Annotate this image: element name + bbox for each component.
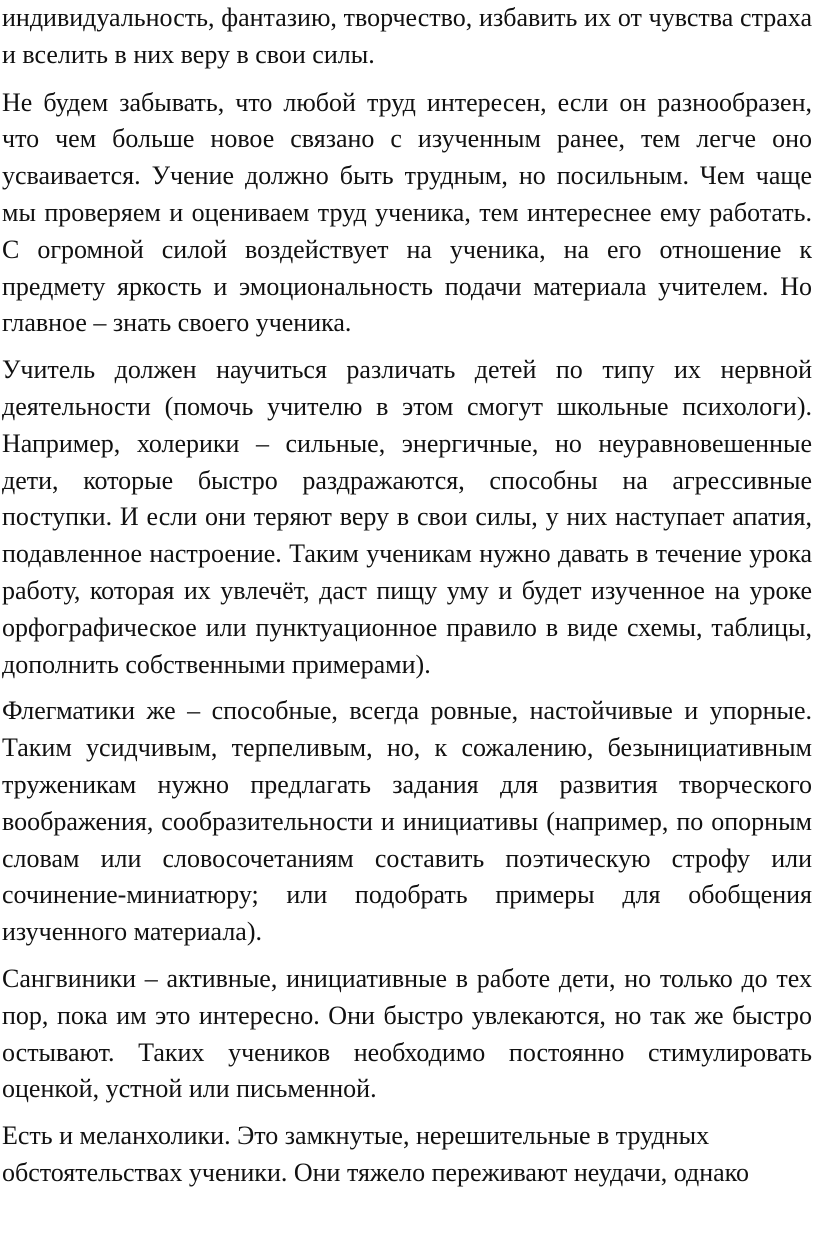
paragraph-intro-continuation: индивидуальность, фантазию, творчество, избавить их от чувства страха и вселить в них веру в свои силы. [2, 3, 812, 69]
paragraph-phlegmatics: Флегматики же – способные, всегда ровные, настойчивые и упорные. Таким усидчивым, терпеливым, но, к сожалению, безынициативным труженикам нужно предлагать задания для развития творческого воображения, сообразительности и инициативы (например, по опорным словам или словосочетаниям составить поэтическую строфу или сочинение-миниатюру; или подобрать примеры для обобщения изученного материала). [2, 696, 812, 947]
paragraph-work-interest: Не будем забывать, что любой труд интересен, если он разнообразен, что чем больше новое связано с изученным ранее, тем легче оно усваивается. Учение должно быть трудным, но посильным. Чем чаще мы проверяем и оцениваем труд ученика, тем интереснее ему работать. С огромной силой воздействует на ученика, на его отношение к предмету яркость и эмоциональность подачи материала учителем. Но главное – знать своего ученика. [2, 87, 812, 338]
paragraph-sanguines: Сангвиники – активные, инициативные в работе дети, но только до тех пор, пока им это интересно. Они быстро увлекаются, но так же быстро остывают. Таких учеников необходимо постоянно стимулировать оценкой, устной или письменной. [2, 963, 812, 1104]
paragraph-melancholics: Есть и меланхолики. Это замкнутые, нерешительные в трудных обстоятельствах ученики. Они тяжело переживают неудачи, однако [2, 1121, 749, 1187]
paragraph-temperament-cholerics: Учитель должен научиться различать детей по типу их нервной деятельности (помочь учителю в этом смогут школьные психологи). Например, холерики – сильные, энергичные, но неуравновешенные дети, которые быстро раздражаются, способны на агрессивные поступки. И если они теряют веру в свои силы, у них наступает апатия, подавленное настроение. Таким ученикам нужно давать в течение урока работу, которая их увлечёт, даст пищу уму и будет изученное на уроке орфографическое или пунктуационное правило в виде схемы, таблицы, дополнить собственными примерами). [2, 355, 812, 679]
